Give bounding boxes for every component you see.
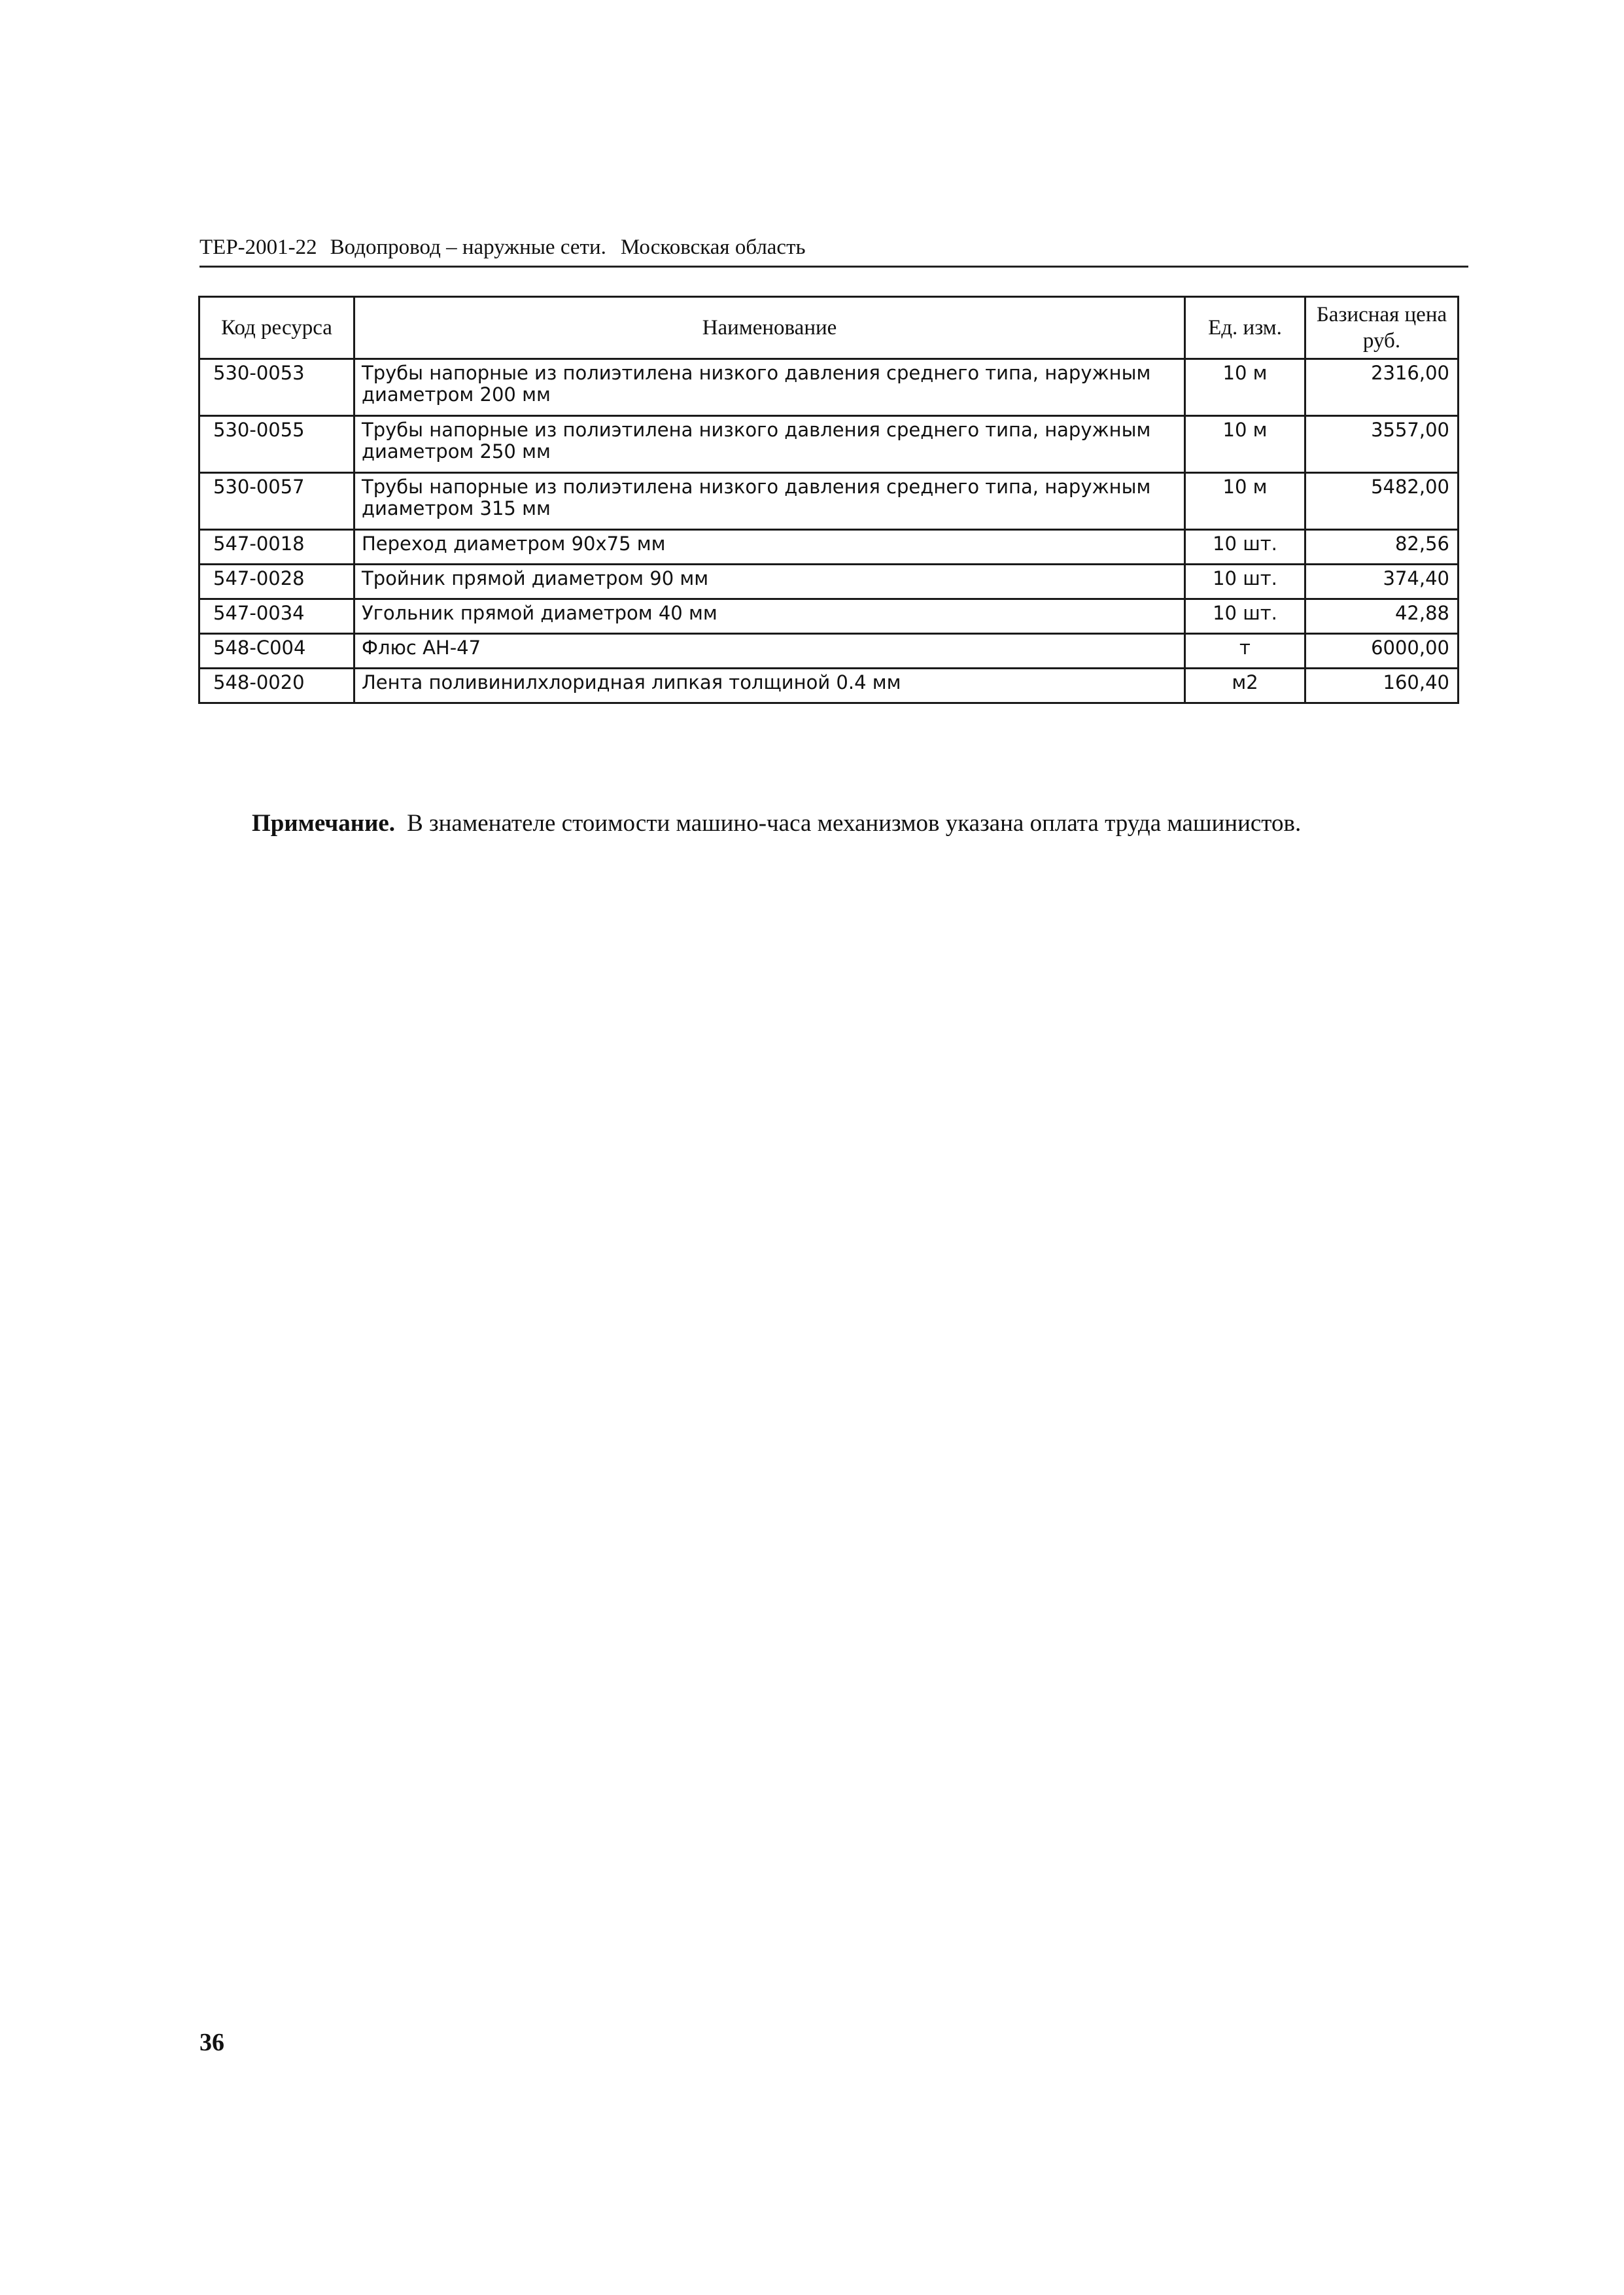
- resource-unit: 10 м: [1185, 359, 1305, 416]
- resource-name: Флюс АН-47: [354, 634, 1185, 669]
- page-header: [199, 232, 1468, 268]
- note-label: Примечание.: [252, 810, 396, 837]
- document-region: Московская область: [620, 236, 806, 259]
- column-header-unit: Ед. изм.: [1185, 297, 1305, 359]
- table-row: [199, 359, 1459, 416]
- resource-unit: 10 м: [1185, 473, 1305, 530]
- resource-price: 160,40: [1305, 669, 1459, 703]
- resource-name: Лента поливинилхлоридная липкая толщиной 0.4 мм: [354, 669, 1185, 703]
- resource-code: 530-0055: [199, 416, 354, 473]
- document-code: ТЕР-2001-22: [199, 236, 317, 259]
- column-header-name: Наименование: [354, 297, 1185, 359]
- table-row: [199, 530, 1459, 565]
- resource-table: [198, 296, 1459, 704]
- resource-unit: 10 шт.: [1185, 530, 1305, 565]
- resource-unit: м2: [1185, 669, 1305, 703]
- note-text: В знаменателе стоимости машино-часа механизмов указана оплата труда машинистов.: [407, 810, 1302, 837]
- column-header-price: Базисная цена руб.: [1305, 297, 1459, 359]
- resource-price: 82,56: [1305, 530, 1459, 565]
- resource-code: 547-0034: [199, 599, 354, 634]
- document-title: Водопровод – наружные сети.: [330, 236, 606, 259]
- resource-code: 547-0018: [199, 530, 354, 565]
- resource-price: 3557,00: [1305, 416, 1459, 473]
- resource-unit: 10 шт.: [1185, 599, 1305, 634]
- resource-name: Трубы напорные из полиэтилена низкого давления среднего типа, наружным диаметром 200 мм: [354, 359, 1185, 416]
- resource-price: 5482,00: [1305, 473, 1459, 530]
- table-row: [199, 416, 1459, 473]
- resource-code: 530-0053: [199, 359, 354, 416]
- table-row: [199, 473, 1459, 530]
- resource-code: 530-0057: [199, 473, 354, 530]
- resource-unit: 10 м: [1185, 416, 1305, 473]
- table-row: [199, 599, 1459, 634]
- resource-name: Тройник прямой диаметром 90 мм: [354, 565, 1185, 599]
- resource-unit: т: [1185, 634, 1305, 669]
- page-number: 36: [199, 2029, 224, 2056]
- resource-code: 548-0020: [199, 669, 354, 703]
- column-header-code: Код ресурса: [199, 297, 354, 359]
- resource-name: Трубы напорные из полиэтилена низкого давления среднего типа, наружным диаметром 250 мм: [354, 416, 1185, 473]
- resource-unit: 10 шт.: [1185, 565, 1305, 599]
- resource-name: Угольник прямой диаметром 40 мм: [354, 599, 1185, 634]
- table-row: [199, 565, 1459, 599]
- note: [252, 809, 1468, 839]
- table-row: [199, 669, 1459, 703]
- resource-name: Переход диаметром 90х75 мм: [354, 530, 1185, 565]
- resource-code: 548-С004: [199, 634, 354, 669]
- resource-price: 42,88: [1305, 599, 1459, 634]
- resource-code: 547-0028: [199, 565, 354, 599]
- resource-price: 2316,00: [1305, 359, 1459, 416]
- resource-name: Трубы напорные из полиэтилена низкого давления среднего типа, наружным диаметром 315 мм: [354, 473, 1185, 530]
- table-header-row: [199, 297, 1459, 359]
- resource-price: 6000,00: [1305, 634, 1459, 669]
- table-row: [199, 634, 1459, 669]
- resource-price: 374,40: [1305, 565, 1459, 599]
